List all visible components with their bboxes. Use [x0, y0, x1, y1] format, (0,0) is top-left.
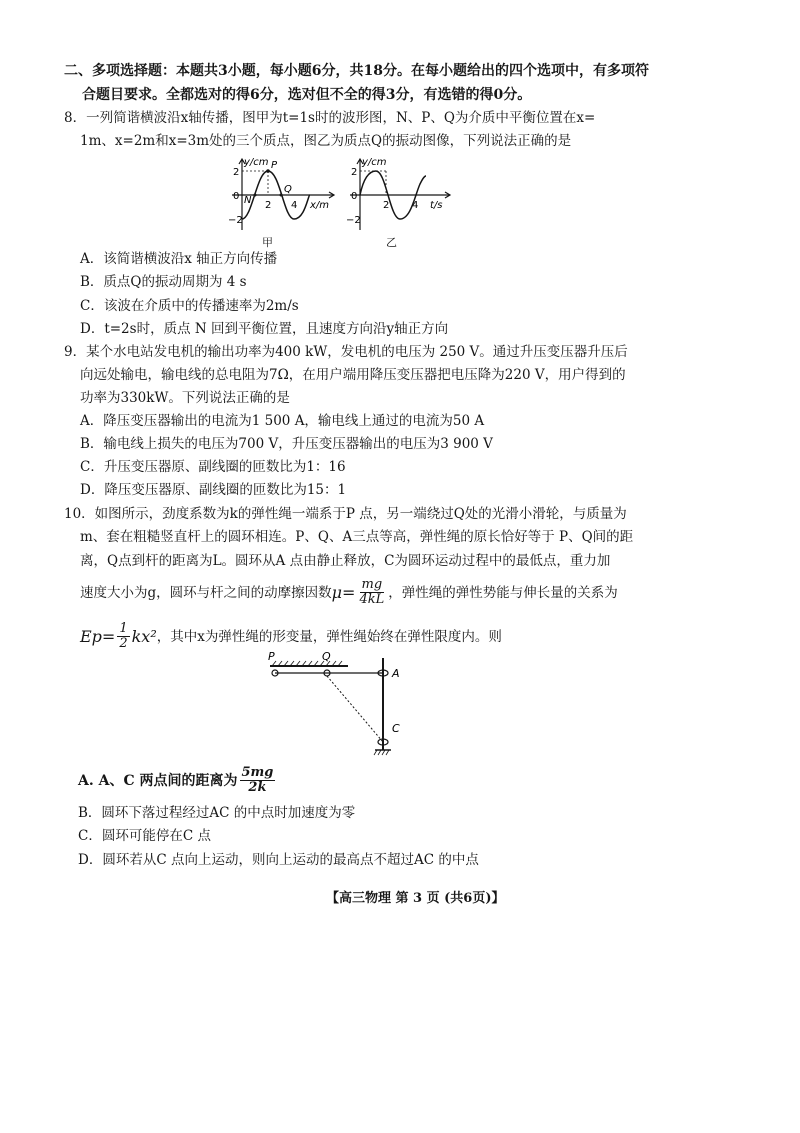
q9-option-d: D．降压变压器原、副线圈的匝数比为15：1 [80, 482, 347, 498]
wave-point-Q [280, 194, 283, 197]
q8-stem-line1: 8．一列简谐横波沿x轴传播，图甲为t=1s时的波形图，N、P、Q为介质中平衡位置在x= [64, 110, 596, 126]
q10-option-a [78, 766, 277, 795]
q9-option-b: B．输电线上损失的电压为700 V，升压变压器输出的电压为3 900 V [80, 436, 493, 452]
q9-option-c: C．升压变压器原、副线圈的匝数比为1：16 [80, 459, 346, 475]
vib-xlabel: t/s [430, 200, 443, 211]
q10-stem-line3: 离，Q点到杆的距离为L。圆环从A 点由静止释放，C为圆环运动过程中的最低点，重力加 [80, 553, 611, 569]
q10-label-P: P [268, 652, 275, 663]
q10-stem-line5 [80, 622, 502, 651]
vib-ylabel: y/cm [362, 157, 387, 168]
q10-mu-denominator: 4kL [359, 592, 385, 607]
wave-label-Q: Q [284, 184, 292, 195]
section-heading-line1: 二、多项选择题：本题共3小题，每小题6分，共18分。在每小题给出的四个选项中，有多项符 [64, 63, 649, 79]
q10-stem4-pre: 速度大小为g，圆环与杆之间的动摩擦因数 [80, 584, 332, 601]
vib-ytick-mid: 0 [351, 191, 358, 202]
q10-figure [262, 652, 412, 760]
wave-xlabel: x/m [310, 200, 330, 211]
wave-point-N [254, 194, 257, 197]
q10-ep-lhs: Ep= [80, 626, 116, 646]
q9-stem-line3: 功率为330kW。下列说法正确的是 [80, 390, 290, 406]
q8-wave-figure [222, 156, 342, 236]
page-footer: 【高三物理 第 3 页 (共6页)】 [326, 891, 505, 906]
wave-ytick-mid: 0 [233, 191, 240, 202]
q10-ep-kx: kx² [131, 626, 157, 646]
wave-point-P [266, 169, 270, 173]
q10-stem-line4 [80, 578, 618, 607]
q10-option-a-numerator: 5mg [241, 765, 274, 780]
q10-stem5-post: ，其中x为弹性绳的形变量，弹性绳始终在弹性限度内。则 [156, 628, 502, 645]
q8-vibration-figure [338, 156, 458, 236]
wave-ytick-top: 2 [233, 167, 240, 178]
q8-option-a: A．该简谐横波沿x 轴正方向传播 [80, 251, 278, 267]
wave-label-P: P [271, 160, 278, 171]
q8-figure-caption-left: 甲 [262, 236, 273, 249]
q8-option-d: D．t=2s时，质点 N 回到平衡位置，且速度方向沿y轴正方向 [80, 321, 449, 337]
q10-option-a-pre: A. A、C 两点间的距离为 [78, 772, 238, 789]
q10-option-b: B．圆环下落过程经过AC 的中点时加速度为零 [78, 805, 356, 821]
q10-ep-fraction [117, 622, 129, 651]
q10-option-d: D．圆环若从C 点向上运动，则向上运动的最高点不超过AC 的中点 [78, 852, 479, 868]
q10-ep-numerator: 1 [119, 621, 128, 636]
q8-option-c: C．该波在介质中的传播速率为2m/s [80, 298, 299, 314]
vib-xtick-2: 2 [383, 200, 390, 211]
q10-option-a-fraction [240, 766, 276, 795]
vib-ytick-bot: −2 [346, 215, 361, 226]
wave-ytick-bot: −2 [228, 215, 243, 226]
q10-stem-line2: m、套在粗糙竖直杆上的圆环相连。P、Q、A三点等高，弹性绳的原长恰好等于 P、Q间的距 [80, 529, 634, 545]
q10-stem-line1: 10．如图所示，劲度系数为k的弹性绳一端系于P 点，另一端绕过Q处的光滑小滑轮，与质量为 [64, 506, 627, 522]
q8-figure-caption-right: 乙 [386, 236, 397, 249]
wave-ylabel: y/cm [244, 157, 269, 168]
q8-option-b: B．质点Q的振动周期为 4 s [80, 274, 247, 290]
q10-option-a-denominator: 2k [248, 780, 267, 795]
q10-elastic-cord-dashed [327, 676, 383, 742]
vib-ytick-top: 2 [351, 167, 358, 178]
q9-stem-line1: 9．某个水电站发电机的输出功率为400 kW，发电机的电压为 250 V。通过升压变压器升压后 [64, 344, 628, 360]
section-heading-line2: 合题目要求。全都选对的得6分，选对但不全的得3分，有选错的得0分。 [82, 87, 532, 103]
q10-stem4-post: ，弹性绳的弹性势能与伸长量的关系为 [388, 584, 618, 601]
q10-mu-fraction [357, 578, 386, 607]
q10-label-A: A [392, 667, 400, 680]
q9-option-a: A．降压变压器输出的电流为1 500 A，输电线上通过的电流为50 A [80, 413, 485, 429]
q8-stem-line2: 1m、x=2m和x=3m处的三个质点，图乙为质点Q的振动图像，下列说法正确的是 [80, 133, 572, 149]
q10-option-c: C．圆环可能停在C 点 [78, 828, 211, 844]
wave-xtick-2: 2 [265, 200, 272, 211]
q9-stem-line2: 向远处输电，输电线的总电阻为7Ω，在用户端用降压变压器把电压降为220 V，用户得到的 [80, 367, 626, 383]
vib-xtick-4: 4 [412, 200, 419, 211]
q10-label-Q: Q [322, 652, 331, 663]
q10-ep-denominator: 2 [119, 636, 128, 651]
wave-xtick-4: 4 [291, 200, 298, 211]
q10-label-C: C [392, 722, 400, 735]
q10-mu-symbol: μ= [331, 582, 356, 602]
q10-mu-numerator: mg [361, 577, 383, 592]
wave-label-N: N [244, 195, 252, 206]
